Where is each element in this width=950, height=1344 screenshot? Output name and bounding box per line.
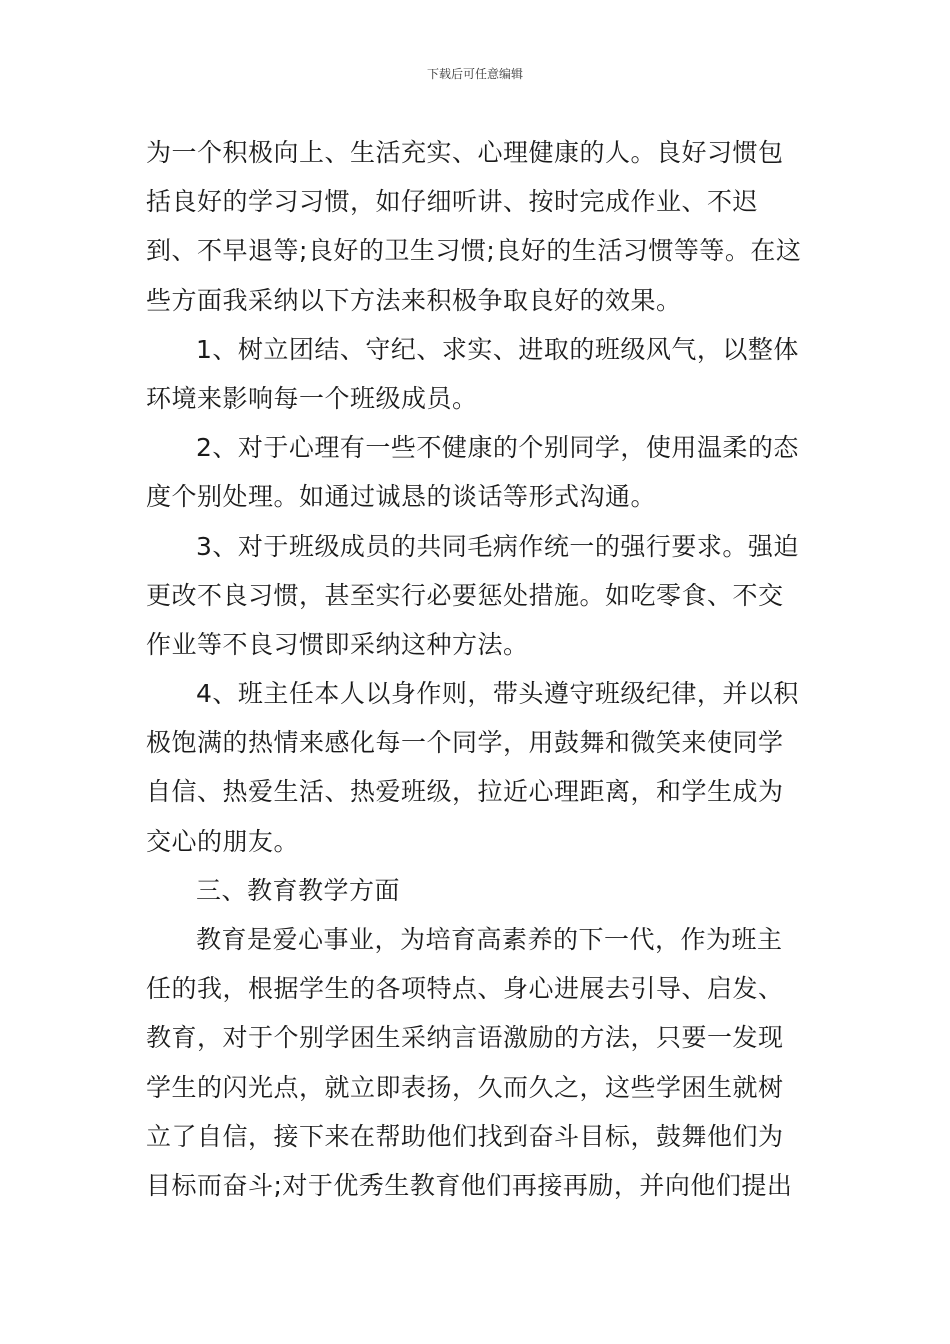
list-item-4-line: 4、班主任本人以身作则，带头遵守班级纪律，并以积 [196,679,799,709]
text-line: 极饱满的热情来感化每一个同学，用鼓舞和微笑来使同学 [146,728,784,758]
text-line: 交心的朋友。 [146,826,300,856]
text-line: 为一个积极向上、生活充实、心理健康的人。良好习惯包 [146,138,784,167]
text-line: 些方面我采纳以下方法来积极争取良好的效果。 [146,285,682,315]
text-line: 度个别处理。如通过诚恳的谈话等形式沟通。 [146,482,657,512]
list-item-2-line: 2、对于心理有一些不健康的个别同学，使用温柔的态 [196,433,799,463]
text-line: 到、不早退等;良好的卫生习惯;良好的生活习惯等等。在这 [146,236,802,266]
text-line: 教育，对于个别学困生采纳言语激励的方法，只要一发现 [146,1023,784,1053]
text-line: 教育是爱心事业，为培育高素养的下一代，作为班主 [196,925,783,954]
text-line: 目标而奋斗;对于优秀生教育他们再接再励，并向他们提出 [146,1170,793,1200]
text-line: 环境来影响每一个班级成员。 [146,383,478,413]
document-body [146,128,806,1210]
text-line: 自信、热爱生活、热爱班级，拉近心理距离，和学生成为 [146,777,784,807]
list-item-3-line: 3、对于班级成员的共同毛病作统一的强行要求。强迫 [196,531,799,561]
section-heading: 三、教育教学方面 [196,875,401,905]
text-line: 任的我，根据学生的各项特点、身心进展去引导、启发、 [146,974,784,1004]
text-line: 更改不良习惯，甚至实行必要惩处措施。如吃零食、不交 [146,580,784,610]
text-line: 学生的闪光点，就立即表扬，久而久之，这些学困生就树 [146,1072,784,1102]
text-line: 括良好的学习习惯，如仔细听讲、按时完成作业、不迟 [146,187,759,217]
text-line: 立了自信，接下来在帮助他们找到奋斗目标，鼓舞他们为 [146,1121,784,1151]
page-header: 下载后可任意编辑 [426,67,523,81]
list-item-1-line: 1、树立团结、守纪、求实、进取的班级风气，以整体 [196,334,799,364]
text-line: 作业等不良习惯即采纳这种方法。 [146,629,529,659]
